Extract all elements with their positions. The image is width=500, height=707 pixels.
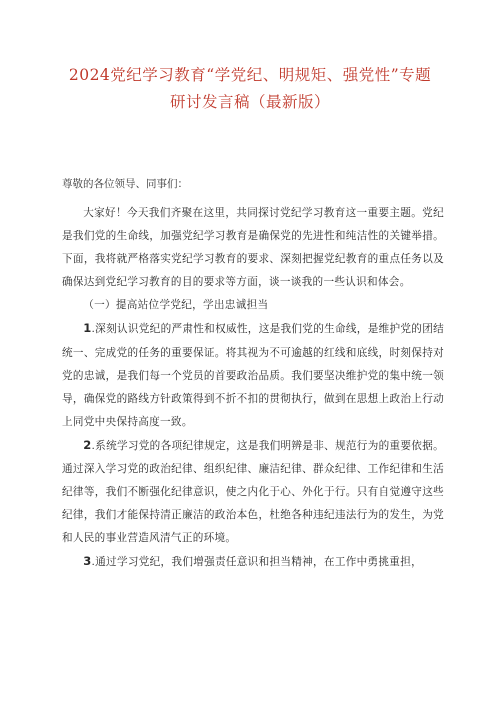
item-text: .深刻认识党纪的严肃性和权威性，这是我们党的生命线，是维护党的团结统一、完成党的任务的重要保证。将其视为不可逾越的红线和底线，时刻保持对党的忠诚，是我们每一个党员的首要政治品质。我们要坚决维护党的集中统一领导，确保党的路线方针政策得到不折不扣的贯彻执行，做到在思想上政治上行动上同党中央保持高度一致。	[62, 323, 444, 428]
section-heading: （一）提高站位学党纪，学出忠诚担当	[83, 299, 269, 312]
document-title-line-2: 研讨发言稿（最新版）	[169, 93, 330, 111]
salutation: 尊敬的各位领导、同事们：	[62, 178, 188, 190]
item-number: 1	[83, 321, 92, 336]
list-item	[62, 434, 444, 550]
item-number: 3	[83, 554, 92, 569]
item-text: .系统学习党的各项纪律规定，这是我们明辨是非、规范行为的重要依据。通过深入学习党的政治纪律、组织纪律、廉洁纪律、群众纪律、工作纪律和生活纪律等，我们不断强化纪律意识，使之内化于心、外化于行。只有自觉遵守这些纪律，我们才能保持清正廉洁的政治本色，杜绝各种违纪违法行为的发生，为党和人民的事业营造风清气正的环境。	[62, 439, 444, 545]
document-title-line-1: 2024党纪学习教育“学党纪、明规矩、强党性”专题	[68, 66, 432, 84]
document-body	[62, 202, 444, 575]
item-number: 2	[83, 437, 92, 452]
item-text: .通过学习党纪，我们增强责任意识和担当精神，在工作中勇挑重担，	[91, 556, 422, 569]
list-item	[62, 317, 444, 433]
intro-paragraph: 大家好！今天我们齐聚在这里，共同探讨党纪学习教育这一重要主题。党纪是我们党的生命线，加强党纪学习教育是确保党的先进性和纯洁性的关键举措。下面，我将就严格落实党纪学习教育的要求、深刻把握党纪教育的重点任务以及确保达到党纪学习教育的目的要求等方面，谈一谈我的一些认识和体会。	[62, 207, 444, 289]
list-item	[62, 550, 444, 574]
